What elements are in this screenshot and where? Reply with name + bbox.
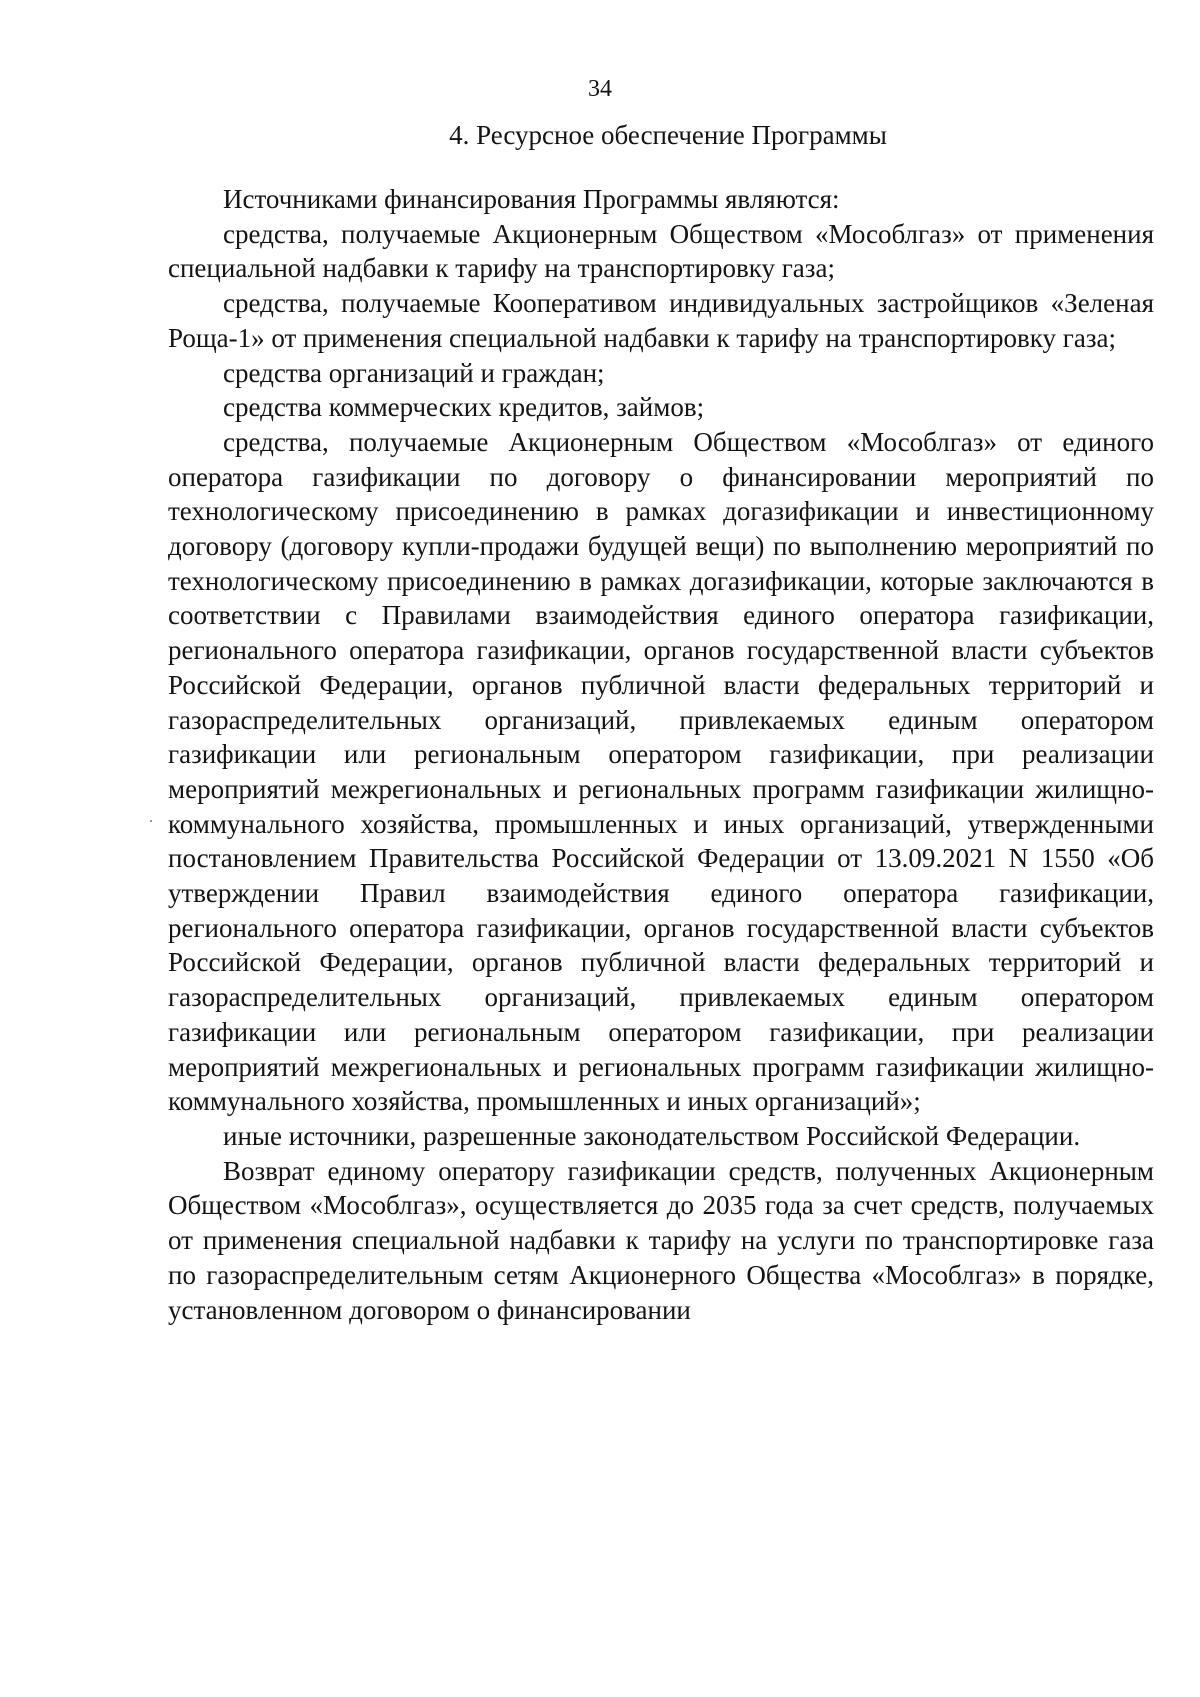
paragraph-repayment: Возврат единому оператору газификации средств, полученных Акционерным Обществом «Мособлгаз», осуществляется до 2035 года за счет средств, получаемых от применения специальной надбавки к тарифу на услуги по транспортировке газа по газораспределительным сетям Акционерного Общества «Мособлгаз» в порядке, установленном договором о финансировании — [168, 1155, 1154, 1325]
scan-artifact — [150, 820, 152, 822]
paragraph-intro: Источниками финансирования Программы являются: — [223, 184, 840, 214]
section-heading: 4. Ресурсное обеспечение Программы — [449, 120, 887, 150]
paragraph-source-mosoblgaz-surcharge: средства, получаемые Акционерным Обществом «Мособлгаз» от применения специальной надбавки к тарифу на транспортировку газа; — [168, 218, 1154, 284]
paragraph-source-organizations: средства организаций и граждан; — [223, 357, 605, 388]
page-number: 34 — [588, 76, 612, 102]
paragraph-source-gasification-operator: средства, получаемые Акционерным Обществом «Мособлгаз» от единого оператора газификации по договору о финансировании мероприятий по технологическому присоединению в рамках догазификации и инвестиционному договору (договору купли-продажи будущей вещи) по выполнению мероприятий по технологическому присоединению в рамках догазификации, которые заключаются в соответствии с Правилами взаимодействия единого оператора газификации, регионального оператора газификации, органов государственной власти субъектов Российской Федерации, органов публичной власти федеральных территорий и газораспределительных организаций, привлекаемых единым оператором газификации или региональным оператором газификации, при реализации мероприятий межрегиональных и региональных программ газификации жилищно-коммунального хозяйства, промышленных и иных организаций, утвержденными постановлением Правительства Российской Федерации от 13.09.2021 N 1550 «Об утверждении Правил взаимодействия единого оператора газификации, регионального оператора газификации, органов государственной власти субъектов Российской Федерации, органов публичной власти федеральных территорий и газораспределительных организаций, привлекаемых единым оператором газификации или региональным оператором газификации, при реализации мероприятий межрегиональных и региональных программ газификации жилищно-коммунального хозяйства, промышленных и иных организаций»; — [168, 426, 1154, 1117]
body-text — [168, 182, 1154, 1327]
paragraph-source-other: иные источники, разрешенные законодательством Российской Федерации. — [223, 1120, 1081, 1151]
paragraph-source-loans: средства коммерческих кредитов, займов; — [223, 392, 705, 423]
paragraph-source-cooperative: средства, получаемые Кооперативом индивидуальных застройщиков «Зеленая Роща-1» от применения специальной надбавки к тарифу на транспортировку газа; — [168, 288, 1154, 353]
